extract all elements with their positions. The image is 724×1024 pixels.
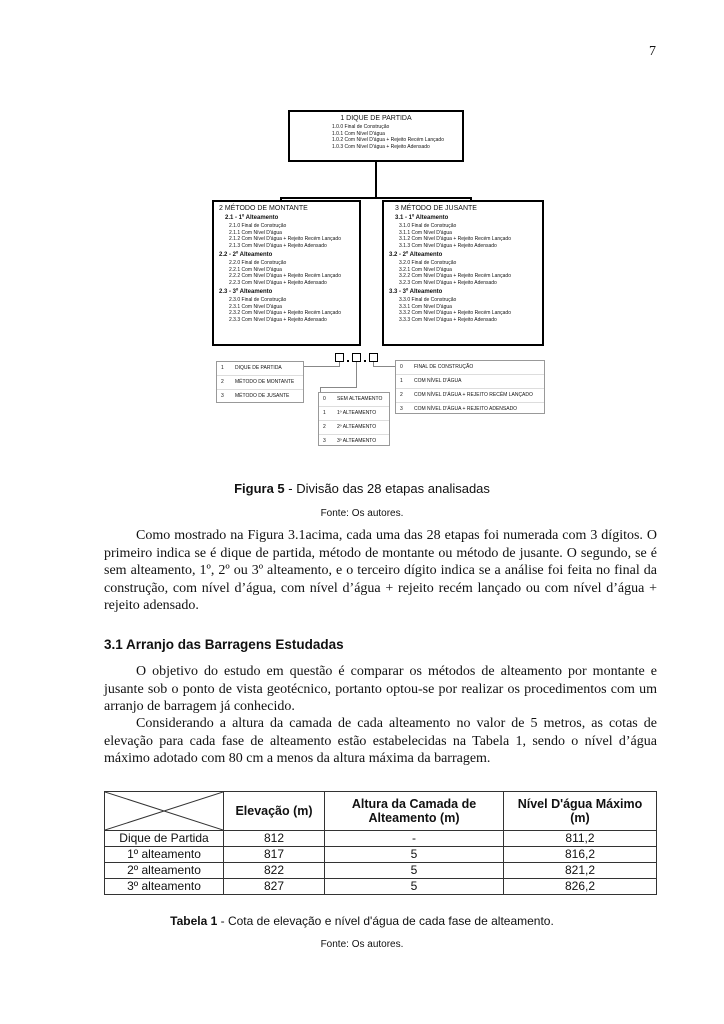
section-label: 3.1 - 1º Alteamento (395, 215, 449, 221)
paragraph-text: O objetivo do estudo em questão é comparar os métodos de alteamento por montante e jusante sob o ponto de vista geotécnico, portanto optou-se por realizar os procedimentos com um arranjo de barragem já conhecido. (104, 664, 657, 714)
table-header-row (105, 792, 657, 831)
box-title: 1 DIQUE DE PARTIDA (340, 115, 412, 122)
stage-item: 2.1.1 Com Nível D'água (229, 229, 282, 236)
figure-caption-label: Figura 5 (234, 481, 285, 496)
table-cell: Dique de Partida (105, 831, 224, 847)
legend-row (396, 403, 544, 416)
stage-item: 2.3.1 Com Nível D'água (229, 303, 282, 310)
stage-item: 2.1.0 Final de Construção (229, 223, 287, 229)
table-corner-cell (105, 792, 224, 831)
table-row (105, 879, 657, 895)
legend-num: 2 (221, 379, 224, 385)
figure-caption-text: - Divisão das 28 etapas analisadas (284, 481, 490, 496)
stage-item: 2.2.1 Com Nível D'água (229, 266, 282, 273)
legend-row (396, 361, 544, 375)
page-number: 7 (649, 44, 656, 59)
stage-item: 2.3.0 Final de Construção (229, 297, 287, 303)
table-cell: - (325, 831, 504, 847)
stage-item: 3.3.0 Final de Construção (399, 297, 457, 303)
legend-row (319, 435, 389, 448)
table-cell: 5 (325, 847, 504, 863)
connector-line (280, 197, 472, 199)
stage-item: 3.1.1 Com Nível D'água (399, 229, 452, 236)
leader-line (356, 362, 357, 388)
legend-num: 3 (400, 406, 403, 412)
stage-item: 1.0.1 Com Nível D'água (332, 130, 385, 137)
section-label: 2.3 - 3º Alteamento (219, 289, 273, 295)
stage-item: 1.0.0 Final de Construção (332, 124, 390, 130)
legend-row (217, 376, 303, 390)
stage-item: 2.2.3 Com Nível D'água + Rejeito Adensado (229, 279, 327, 286)
paragraph-text: Como mostrado na Figura 3.1acima, cada uma das 28 etapas foi numerada com 3 dígitos. O primeiro indica se é dique de partida, método de montante ou método de jusante. O segundo, se é sem alteamento, 1º, 2º ou 3º alteamento, e o terceiro dígito indica se a análise foi feita no final da construção, com nível d’água, com nível d’água + rejeito recém lançado ou com nível d’água + rejeito adensado. (104, 528, 657, 613)
legend-label: MÉTODO DE MONTANTE (235, 379, 295, 385)
stage-item: 2.1.2 Com Nível D'água + Rejeito Recém Lançado (229, 236, 341, 242)
table-cell: 5 (325, 879, 504, 895)
table-cell: 827 (224, 879, 325, 895)
figure-source: Fonte: Os autores. (320, 508, 404, 519)
leader-line (373, 366, 395, 367)
stage-item: 3.1.2 Com Nível D'água + Rejeito Recém Lançado (399, 236, 511, 242)
table-cell: 3º alteamento (105, 879, 224, 895)
table-source: Fonte: Os autores. (320, 939, 404, 950)
table-cell: 812 (224, 831, 325, 847)
table-cell: 826,2 (504, 879, 657, 895)
code-digit-square (369, 353, 378, 362)
body-paragraph (104, 527, 657, 615)
table-cell: 1º alteamento (105, 847, 224, 863)
elevation-table (104, 791, 657, 895)
table-cell: 2º alteamento (105, 863, 224, 879)
code-digit-square (352, 353, 361, 362)
table-header: Elevação (m) (224, 792, 325, 831)
stage-item: 2.3.3 Com Nível D'água + Rejeito Adensado (229, 316, 327, 323)
section-heading: 3.1 Arranjo das Barragens Estudadas (104, 637, 344, 652)
table-caption-label: Tabela 1 (170, 914, 218, 928)
legend-second-digit (318, 392, 390, 446)
stage-item: 2.2.0 Final de Construção (229, 260, 287, 266)
legend-num: 2 (323, 424, 326, 430)
stage-item: 3.3.3 Com Nível D'água + Rejeito Adensado (399, 316, 497, 323)
paragraph-text: Considerando a altura da camada de cada alteamento no valor de 5 metros, as cotas de elevação para cada fase de alteamento estão estabelecidas na Tabela 1, sendo o nível d’água máximo adotado com 80 cm a menos da altura máxima da barragem. (104, 716, 657, 766)
code-separator-dot (364, 360, 366, 362)
table-cell: 821,2 (504, 863, 657, 879)
section-label: 3.3 - 3º Alteamento (389, 289, 443, 295)
stage-item: 1.0.2 Com Nível D'água + Rejeito Recém Lançado (332, 137, 444, 143)
legend-label: DIQUE DE PARTIDA (235, 365, 282, 371)
stage-item: 3.3.2 Com Nível D'água + Rejeito Recém Lançado (399, 310, 511, 316)
legend-label: 1º ALTEAMENTO (337, 410, 377, 416)
legend-label: SEM ALTEAMENTO (337, 396, 383, 402)
table-header: Nível D'água Máximo (m) (504, 792, 657, 831)
table-cell: 5 (325, 863, 504, 879)
legend-num: 1 (323, 410, 326, 416)
legend-row (319, 421, 389, 435)
body-paragraph (104, 715, 657, 768)
stage-item: 3.1.3 Com Nível D'água + Rejeito Adensado (399, 242, 497, 249)
legend-row (217, 362, 303, 376)
stage-item: 3.1.0 Final de Construção (399, 223, 457, 229)
legend-row (319, 407, 389, 421)
legend-label: COM NÍVEL D'ÁGUA + REJEITO RECÉM LANÇADO (414, 392, 533, 398)
legend-label: 3º ALTEAMENTO (337, 438, 377, 444)
box-title: 2 MÉTODO DE MONTANTE (219, 205, 308, 212)
legend-num: 3 (221, 393, 224, 399)
legend-label: COM NÍVEL D'ÁGUA (414, 378, 462, 384)
legend-first-digit (216, 361, 304, 403)
box-dique-partida (288, 110, 464, 162)
stage-item: 1.0.3 Com Nível D'água + Rejeito Adensado (332, 143, 430, 150)
legend-num: 3 (323, 438, 326, 444)
stage-division-diagram (200, 108, 550, 448)
legend-label: MÉTODO DE JUSANTE (235, 393, 290, 399)
legend-label: 2º ALTEAMENTO (337, 424, 377, 430)
stage-item: 3.2.0 Final de Construção (399, 260, 457, 266)
stage-item: 3.2.2 Com Nível D'água + Rejeito Recém Lançado (399, 273, 511, 279)
table-cell: 811,2 (504, 831, 657, 847)
table-row (105, 831, 657, 847)
box-title: 3 MÉTODO DE JUSANTE (395, 205, 477, 212)
table-cell: 817 (224, 847, 325, 863)
body-paragraph (104, 663, 657, 716)
legend-num: 1 (400, 378, 403, 384)
table-row (105, 863, 657, 879)
table-cell: 822 (224, 863, 325, 879)
legend-num: 2 (400, 392, 403, 398)
section-label: 2.2 - 2º Alteamento (219, 252, 273, 258)
section-label: 2.1 - 1º Alteamento (225, 215, 279, 221)
leader-line (320, 387, 357, 388)
box-metodo-montante (212, 200, 361, 346)
table-cell: 816,2 (504, 847, 657, 863)
leader-line (304, 366, 340, 367)
corner-diagonals (105, 792, 223, 830)
table-caption (0, 914, 724, 928)
legend-row (396, 375, 544, 389)
legend-num: 0 (323, 396, 326, 402)
box-metodo-jusante (382, 200, 544, 346)
legend-num: 0 (400, 364, 403, 370)
connector-line (375, 162, 377, 198)
table-caption-text: - Cota de elevação e nível d'água de cada fase de alteamento. (217, 914, 554, 928)
stage-item: 2.2.2 Com Nível D'água + Rejeito Recém Lançado (229, 273, 341, 279)
legend-num: 1 (221, 365, 224, 371)
legend-row (217, 390, 303, 403)
code-separator-dot (347, 360, 349, 362)
code-digit-square (335, 353, 344, 362)
table-header: Altura da Camada de Alteamento (m) (325, 792, 504, 831)
legend-row (319, 393, 389, 407)
section-label: 3.2 - 2º Alteamento (389, 252, 443, 258)
legend-label: COM NÍVEL D'ÁGUA + REJEITO ADENSADO (414, 406, 518, 412)
table-row (105, 847, 657, 863)
stage-item: 3.2.3 Com Nível D'água + Rejeito Adensado (399, 279, 497, 286)
stage-item: 2.1.3 Com Nível D'água + Rejeito Adensado (229, 242, 327, 249)
stage-item: 3.2.1 Com Nível D'água (399, 266, 452, 273)
stage-item: 3.3.1 Com Nível D'água (399, 303, 452, 310)
legend-row (396, 389, 544, 403)
figure-caption (0, 481, 724, 496)
legend-third-digit (395, 360, 545, 414)
stage-item: 2.3.2 Com Nível D'água + Rejeito Recém Lançado (229, 310, 341, 316)
legend-label: FINAL DE CONSTRUÇÃO (414, 364, 474, 370)
